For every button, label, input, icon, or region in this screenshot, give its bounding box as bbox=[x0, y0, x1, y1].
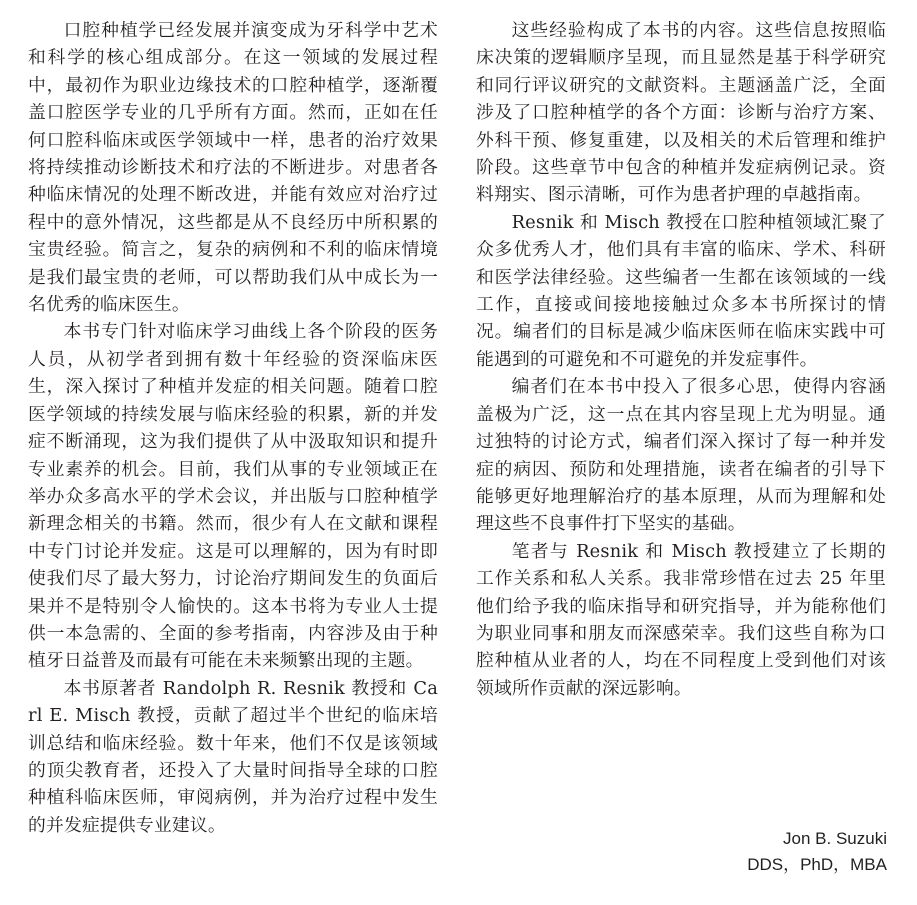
paragraph: 口腔种植学已经发展并演变成为牙科学中艺术和科学的核心组成部分。在这一领域的发展过程中，最初作为职业边缘技术的口腔种植学，逐渐覆盖口腔医学专业的几乎所有方面。然而，正如在任何口腔科临床或医学领域中一样，患者的治疗效果将持续推动诊断技术和疗法的不断进步。对患者各种临床情况的处理不断改进，并能有效应对治疗过程中的意外情况，这些都是从不良经历中所积累的宝贵经验。简言之，复杂的病例和不利的临床情境是我们最宝贵的老师，可以帮助我们从中成长为一名优秀的临床医生。 bbox=[28, 20, 438, 316]
author-credentials: DDS，PhD，MBA bbox=[747, 855, 887, 874]
paragraph: Resnik 和 Misch 教授在口腔种植领域汇聚了众多优秀人才，他们具有丰富的临床、学术、科研和医学法律经验。这些编者一生都在该领域的一线工作，直接或间接地接触过众多本书所探讨的情况。编者们的目标是减少临床医师在临床实践中可能遇到的可避免和不可避免的并发症事件。 bbox=[476, 211, 886, 370]
paragraph: 这些经验构成了本书的内容。这些信息按照临床决策的逻辑顺序呈现，而且显然是基于科学研究和同行评议研究的文献资料。主题涵盖广泛，全面涉及了口腔种植学的各个方面：诊断与治疗方案、外科干预、修复重建，以及相关的术后管理和维护阶段。这些章节中包含的种植并发症病例记录。资料翔实、图示清晰，可作为患者护理的卓越指南。 bbox=[476, 20, 886, 206]
author-name: Jon B. Suzuki bbox=[783, 829, 887, 848]
left-text-column bbox=[28, 17, 438, 839]
paragraph: 笔者与 Resnik 和 Misch 教授建立了长期的工作关系和私人关系。我非常珍惜在过去 25 年里他们给予我的临床指导和研究指导，并为能称他们为职业同事和朋友而深感荣幸。我们这些自称为口腔种植从业者的人，均在不同程度上受到他们对该领域所作贡献的深远影响。 bbox=[476, 540, 886, 699]
author-signature bbox=[747, 826, 887, 878]
paragraph: 本书原著者 Randolph R. Resnik 教授和 Carl E. Misch 教授，贡献了超过半个世纪的临床培训总结和临床经验。数十年来，他们不仅是该领域的顶尖教育者，还投入了大量时间指导全球的口腔种植科临床医师，审阅病例，并为治疗过程中发生的并发症提供专业建议。 bbox=[28, 677, 438, 836]
paragraph: 编者们在本书中投入了很多心思，使得内容涵盖极为广泛，这一点在其内容呈现上尤为明显。通过独特的讨论方式，编者们深入探讨了每一种并发症的病因、预防和处理措施，读者在编者的引导下能够更好地理解治疗的基本原理，从而为理解和处理这些不良事件打下坚实的基础。 bbox=[476, 376, 886, 535]
right-text-column bbox=[476, 17, 886, 702]
paragraph: 本书专门针对临床学习曲线上各个阶段的医务人员，从初学者到拥有数十年经验的资深临床医生，深入探讨了种植并发症的相关问题。随着口腔医学领域的持续发展与临床经验的积累，新的并发症不断涌现，这为我们提供了从中汲取知识和提升专业素养的机会。目前，我们从事的专业领域正在举办众多高水平的学术会议，并出版与口腔种植学新理念相关的书籍。然而，很少有人在文献和课程中专门讨论并发症。这是可以理解的，因为有时即使我们尽了最大努力，讨论治疗期间发生的负面后果并不是特别令人愉快的。这本书将为专业人士提供一本急需的、全面的参考指南，内容涉及由于种植牙日益普及而最有可能在未来频繁出现的主题。 bbox=[28, 321, 438, 672]
